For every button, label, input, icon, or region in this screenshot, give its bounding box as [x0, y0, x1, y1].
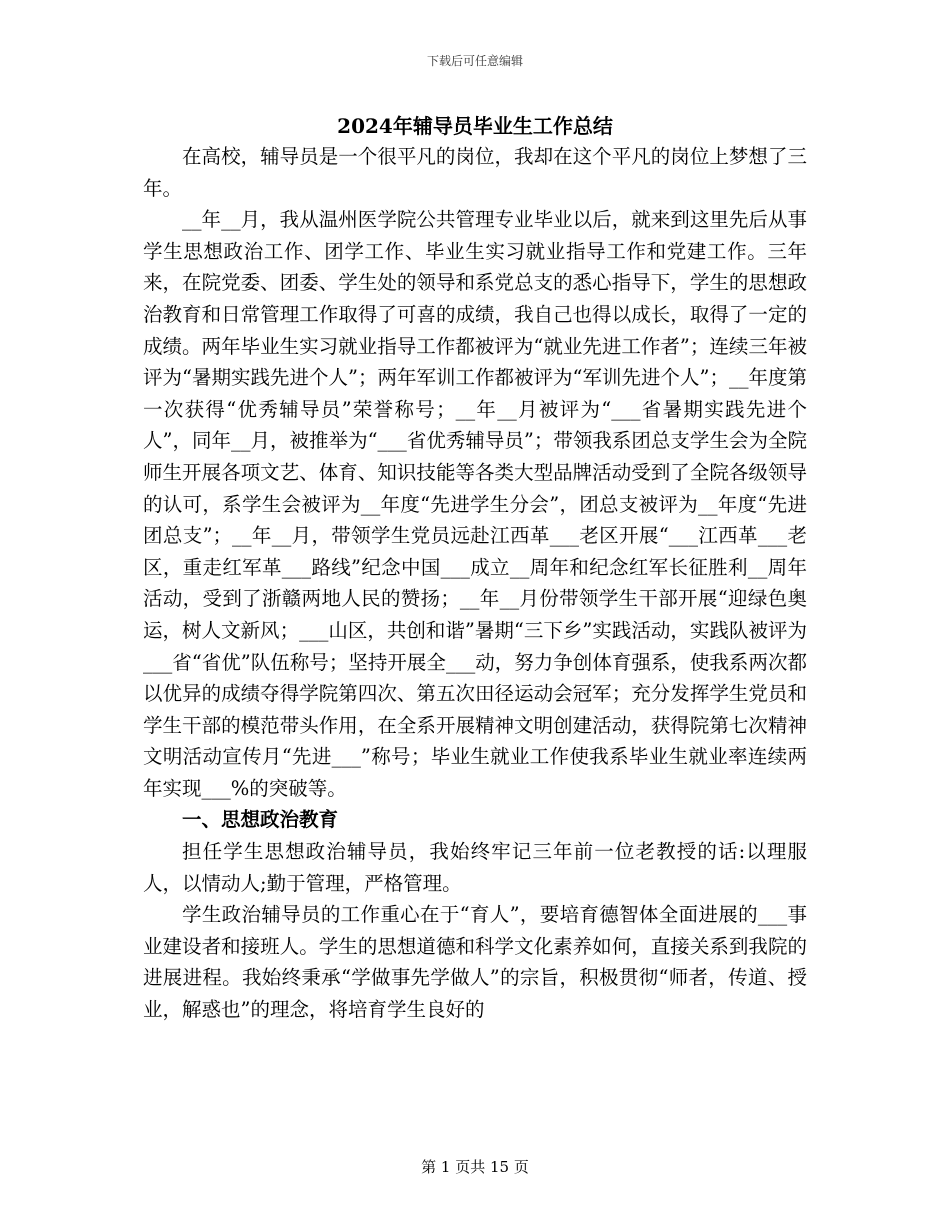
paragraph-section1-b: 学生政治辅导员的工作重心在于“育人”，要培育德智体全面进展的___事业建设者和接班人。学生的思想道德和科学文化素养如何，直接关系到我院的进展进程。我始终秉承“学做事先学做人”的宗旨，积极贯彻“师者，传道、授业，解惑也”的理念，将培育学生良好的 [143, 903, 807, 1022]
paragraph-section1-a: 担任学生思想政治辅导员，我始终牢记三年前一位老教授的话:以理服人，以情动人;勤于管理，严格管理。 [143, 840, 807, 895]
document-body [143, 141, 807, 1026]
header-note: 下载后可任意编辑 [426, 54, 523, 68]
section-heading: 一、思想政治教育 [182, 808, 339, 832]
document-title: 2024年辅导员毕业生工作总结 [337, 114, 613, 138]
paragraph-achievements: __年__月，我从温州医学院公共管理专业毕业以后，就来到这里先后从事学生思想政治工作、团学工作、毕业生实习就业指导工作和党建工作。三年来，在院党委、团委、学生处的领导和系党总支的悉心指导下，学生的思想政治教育和日常管理工作取得了可喜的成绩，我自己也得以成长，取得了一定的成绩。两年毕业生实习就业指导工作都被评为“就业先进工作者”；连续三年被评为“暑期实践先进个人”；两年军训工作都被评为“军训先进个人”；__年度第一次获得“优秀辅导员”荣誉称号；__年__月被评为“___省暑期实践先进个人”，同年__月，被推举为“___省优秀辅导员”；带领我系团总支学生会为全院师生开展各项文艺、体育、知识技能等各类大型品牌活动受到了全院各级领导的认可，系学生会被评为__年度“先进学生分会”，团总支被评为__年度“先进团总支”；__年__月，带领学生党员远赴江西革___老区开展“___江西革___老区，重走红军革___路线”纪念中国___成立__周年和纪念红军长征胜利__周年活动，受到了浙赣两地人民的赞扬；__年__月份带领学生干部开展“迎绿色奥运，树人文新风；___山区，共创和谐”暑期“三下乡”实践活动，实践队被评为___省“省优”队伍称号；坚持开展全___动，努力争创体育强系，使我系两次都以优异的成绩夺得学院第四次、第五次田径运动会冠军；充分发挥学生党员和学生干部的模范带头作用，在全系开展精神文明创建活动，获得院第七次精神文明活动宣传月“先进___”称号；毕业生就业工作使我系毕业生就业率连续两年实现___%的突破等。 [143, 208, 807, 800]
page-number: 第 1 页共 15 页 [421, 1158, 529, 1176]
paragraph-intro: 在高校，辅导员是一个很平凡的岗位，我却在这个平凡的岗位上梦想了三年。 [143, 145, 807, 200]
